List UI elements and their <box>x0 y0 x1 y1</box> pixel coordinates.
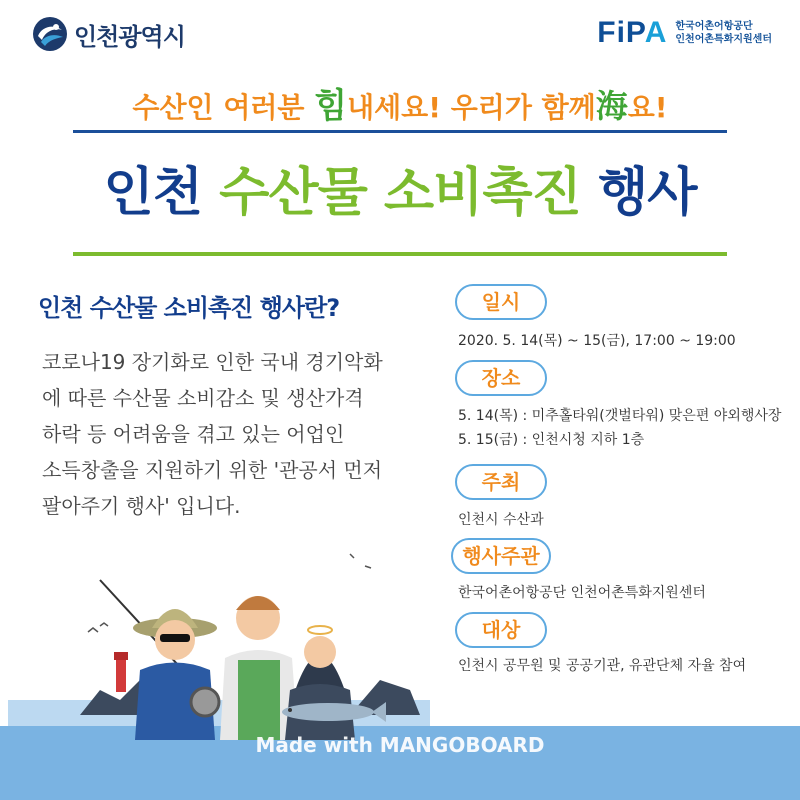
fipa-logo <box>597 16 772 50</box>
place-line-2: 5. 15(금) : 인천시청 지하 1층 <box>458 432 645 448</box>
organizer-label-pill: 행사주관 <box>451 538 551 574</box>
fishermen-illustration <box>80 540 440 740</box>
sparkle-icon <box>350 554 354 558</box>
org-line-1: 한국어촌어항공단 <box>675 21 753 32</box>
incheon-emblem-icon <box>32 16 68 52</box>
green-apron <box>238 660 280 740</box>
page-title: 인천 수산물 소비촉진 행사 <box>103 163 697 223</box>
title-rule-top <box>73 130 727 133</box>
about-line: 하락 등 어려움을 겪고 있는 어업인 <box>42 422 345 446</box>
about-line: 소득창출을 지원하기 위한 '관공서 먼저 <box>42 458 383 482</box>
city-logo-text: 인천광역시 <box>74 22 185 51</box>
place-label-pill: 장소 <box>455 360 547 396</box>
fipa-org-name <box>675 20 772 46</box>
title-rule-bottom <box>73 252 727 256</box>
organizer-value: 한국어촌어항공단 인천어촌특화지원센터 <box>458 585 706 601</box>
target-value: 인천시 공무원 및 공공기관, 유관단체 자율 참여 <box>458 658 747 674</box>
fish-icon <box>282 703 374 721</box>
about-line: 코로나19 장기화로 인한 국내 경기악화 <box>42 350 383 374</box>
place-line-1: 5. 14(목) : 미추홀타워(갯벌타워) 맞은편 야외행사장 <box>458 408 782 424</box>
seagull-icon <box>100 623 108 626</box>
slogan: 수산인 여러분 힘내세요! 우리가 함께海요! <box>132 86 668 126</box>
host-value: 인천시 수산과 <box>458 512 544 528</box>
sparkle-icon <box>365 566 371 568</box>
date-label-pill: 일시 <box>455 284 547 320</box>
org-line-2: 인천어촌특화지원센터 <box>675 34 772 45</box>
incheon-city-logo <box>32 16 185 52</box>
fishing-reel-icon <box>191 688 219 716</box>
host-label-pill: 주최 <box>455 464 547 500</box>
face <box>304 636 336 668</box>
lighthouse-icon <box>116 658 126 692</box>
about-line: 팔아주기 행사' 입니다. <box>42 494 241 518</box>
date-value: 2020. 5. 14(목) ~ 15(금), 17:00 ~ 19:00 <box>458 333 736 349</box>
seagull-icon <box>88 628 98 632</box>
watermark: Made with MANGOBOARD <box>255 733 545 757</box>
about-line: 에 따른 수산물 소비감소 및 생산가격 <box>42 386 364 410</box>
fipa-wordmark: FiPA <box>597 16 668 49</box>
about-description <box>42 344 462 524</box>
about-heading: 인천 수산물 소비촉진 행사란? <box>38 294 340 322</box>
target-label-pill: 대상 <box>455 612 547 648</box>
